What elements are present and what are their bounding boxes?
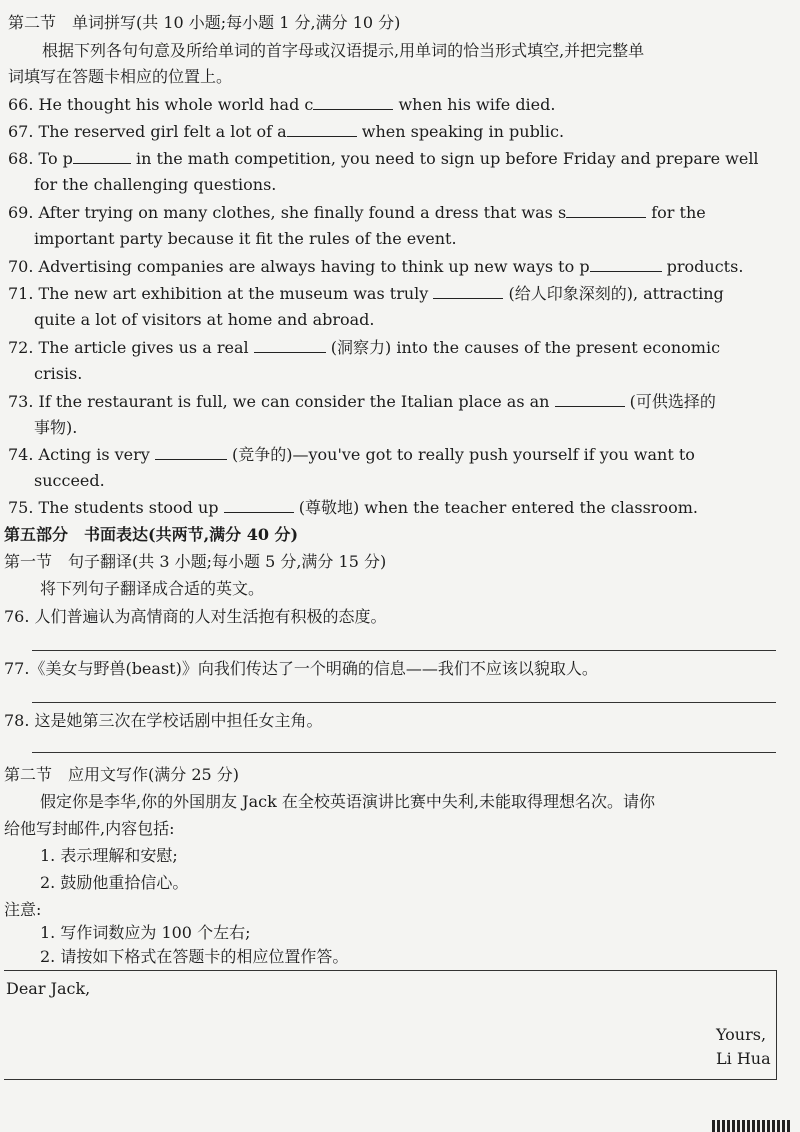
qr-code-icon bbox=[712, 1120, 790, 1132]
instruction-text: 根据下列各句句意及所给单词的首字母或汉语提示,用单词的恰当形式填空,并把完整单 bbox=[42, 41, 645, 60]
section-title: 第二节 单词拼写(共 10 小题;每小题 1 分,满分 10 分) bbox=[8, 13, 401, 32]
answer-blank[interactable] bbox=[433, 284, 503, 299]
question-73: 73. If the restaurant is full, we can consider the Italian place as an (可供选择的 bbox=[8, 392, 716, 411]
question-72: 72. The article gives us a real (洞察力) into the causes of the present economic bbox=[8, 338, 721, 357]
answer-blank[interactable] bbox=[313, 95, 393, 110]
task-point: 1. 表示理解和安慰; bbox=[40, 846, 178, 865]
answer-blank[interactable] bbox=[224, 498, 294, 513]
question-76: 76. 人们普遍认为高情商的人对生活抱有积极的态度。 bbox=[4, 607, 387, 626]
note-item: 1. 写作词数应为 100 个左右; bbox=[40, 923, 251, 942]
notes-label: 注意: bbox=[4, 900, 42, 919]
question-72-cont: crisis. bbox=[34, 364, 83, 383]
note-item: 2. 请按如下格式在答题卡的相应位置作答。 bbox=[40, 947, 349, 966]
question-71: 71. The new art exhibition at the museum was truly (给人印象深刻的), attracting bbox=[8, 284, 724, 303]
question-74: 74. Acting is very (竞争的)—you've got to really push yourself if you want to bbox=[8, 445, 695, 464]
answer-line-76[interactable] bbox=[32, 650, 776, 651]
answer-blank[interactable] bbox=[73, 149, 131, 164]
letter-box[interactable] bbox=[4, 970, 777, 1080]
question-67: 67. The reserved girl felt a lot of a when speaking in public. bbox=[8, 122, 565, 141]
instruction-text: 给他写封邮件,内容包括: bbox=[4, 819, 175, 838]
part-title: 第五部分 书面表达(共两节,满分 40 分) bbox=[4, 525, 299, 544]
answer-blank[interactable] bbox=[566, 203, 646, 218]
section-title: 第二节 应用文写作(满分 25 分) bbox=[4, 765, 240, 784]
letter-closing: Yours, bbox=[716, 1025, 767, 1044]
letter-greeting: Dear Jack, bbox=[6, 979, 91, 998]
question-68-cont: for the challenging questions. bbox=[34, 175, 277, 194]
question-69: 69. After trying on many clothes, she finally found a dress that was s for the bbox=[8, 203, 706, 222]
instruction-text: 假定你是李华,你的外国朋友 Jack 在全校英语演讲比赛中失利,未能取得理想名次。请你 bbox=[40, 792, 655, 811]
question-75: 75. The students stood up (尊敬地) when the teacher entered the classroom. bbox=[8, 498, 698, 517]
answer-blank[interactable] bbox=[590, 257, 662, 272]
letter-signature: Li Hua bbox=[716, 1049, 771, 1068]
question-78: 78. 这是她第三次在学校话剧中担任女主角。 bbox=[4, 711, 323, 730]
question-74-cont: succeed. bbox=[34, 471, 105, 490]
answer-blank[interactable] bbox=[287, 122, 357, 137]
question-70: 70. Advertising companies are always having to think up new ways to p products. bbox=[8, 257, 744, 276]
section-title: 第一节 句子翻译(共 3 小题;每小题 5 分,满分 15 分) bbox=[4, 552, 387, 571]
answer-blank[interactable] bbox=[555, 392, 625, 407]
answer-blank[interactable] bbox=[254, 338, 326, 353]
instruction-text: 将下列句子翻译成合适的英文。 bbox=[40, 579, 265, 598]
question-77: 77.《美女与野兽(beast)》向我们传达了一个明确的信息——我们不应该以貌取人。 bbox=[4, 659, 598, 678]
question-66: 66. He thought his whole world had c when his wife died. bbox=[8, 95, 556, 114]
question-69-cont: important party because it fit the rules of the event. bbox=[34, 229, 457, 248]
answer-line-77[interactable] bbox=[32, 702, 776, 703]
question-71-cont: quite a lot of visitors at home and abroad. bbox=[34, 310, 375, 329]
answer-blank[interactable] bbox=[155, 445, 227, 460]
answer-line-78[interactable] bbox=[32, 752, 776, 753]
task-point: 2. 鼓励他重拾信心。 bbox=[40, 873, 189, 892]
instruction-text: 词填写在答题卡相应的位置上。 bbox=[8, 67, 233, 86]
question-73-cont: 事物). bbox=[34, 418, 78, 437]
question-68: 68. To p in the math competition, you need to sign up before Friday and prepare well bbox=[8, 149, 759, 168]
